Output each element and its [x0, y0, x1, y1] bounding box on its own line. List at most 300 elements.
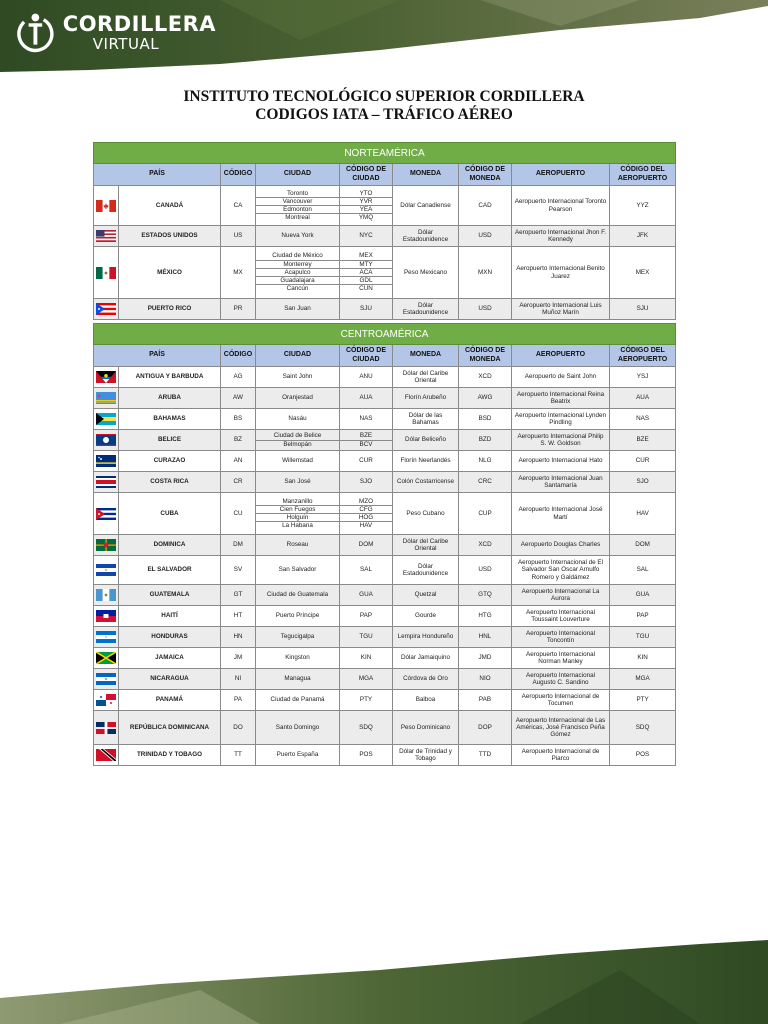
city-cell: [256, 690, 340, 711]
city-name: La Habana: [282, 522, 313, 530]
column-header-codigo-ciudad: CÓDIGO DE CIUDAD: [340, 345, 393, 367]
airport-name: Aeropuerto Internacional de Las Américas, José Francisco Peña Gómez: [512, 711, 610, 745]
city-code: YEA: [340, 206, 392, 214]
currency-code: CRC: [459, 472, 512, 493]
currency-code: JMD: [459, 648, 512, 669]
cordillera-logo-icon: [16, 11, 55, 55]
currency-name: Dólar del Caribe Oriental: [393, 535, 459, 556]
city-code-cell: [340, 745, 393, 766]
airport-code: MGA: [610, 669, 676, 690]
table-row: [94, 451, 676, 472]
city-code: BZE: [340, 432, 392, 440]
city-code: ANU: [359, 373, 373, 381]
currency-name: Florín Arubeño: [393, 388, 459, 409]
city-code-cell: [340, 648, 393, 669]
currency-code: NLG: [459, 451, 512, 472]
city-code: HOG: [340, 514, 392, 522]
city-code: PAP: [359, 612, 373, 620]
country-code: HT: [221, 606, 256, 627]
flag-canada-icon: [96, 200, 116, 212]
country-name: ANTIGUA Y BARBUDA: [119, 367, 221, 388]
city-code-cell: [340, 430, 393, 451]
city-name: Manzanillo: [256, 498, 339, 506]
city-cell: [256, 186, 340, 226]
currency-name: Lempira Hondureño: [393, 627, 459, 648]
currency-code: PAB: [459, 690, 512, 711]
country-name: BELICE: [119, 430, 221, 451]
flag-cell: [94, 585, 119, 606]
flag-curacao-icon: [96, 455, 116, 467]
currency-name: Dólar Estadounidence: [393, 299, 459, 320]
currency-name: Peso Cubano: [393, 493, 459, 535]
airport-code: SJU: [610, 299, 676, 320]
country-name: ESTADOS UNIDOS: [119, 226, 221, 247]
currency-name: Dólar Beliceño: [393, 430, 459, 451]
column-header-ciudad: CIUDAD: [256, 345, 340, 367]
region-header: CENTROAMÉRICA: [94, 324, 676, 345]
country-name: MÉXICO: [119, 247, 221, 299]
city-name: Oranjestad: [282, 394, 313, 402]
airport-name: Aeropuerto Internacional de Piarco: [512, 745, 610, 766]
airport-name: Aeropuerto Internacional Juan Santamaría: [512, 472, 610, 493]
currency-name: Dólar del Caribe Oriental: [393, 367, 459, 388]
column-header-codigo-moneda: CÓDIGO DE MONEDA: [459, 164, 512, 186]
city-name: Ciudad de Guatemala: [266, 591, 329, 599]
city-name: Vancouver: [256, 198, 339, 206]
city-code-cell: [340, 299, 393, 320]
country-code: JM: [221, 648, 256, 669]
currency-code: TTD: [459, 745, 512, 766]
city-name: San José: [284, 478, 311, 486]
currency-name: Dólar Jamaiquino: [393, 648, 459, 669]
city-code: DOM: [358, 541, 374, 549]
city-code: KIN: [360, 654, 372, 662]
city-code: SAL: [360, 566, 372, 574]
brand-name: CORDILLERA: [62, 12, 216, 36]
currency-code: DOP: [459, 711, 512, 745]
table-row: [94, 367, 676, 388]
country-code: PR: [221, 299, 256, 320]
footer-background: [0, 940, 768, 1024]
city-code: CUN: [359, 285, 373, 293]
airport-code: JFK: [610, 226, 676, 247]
city-cell: [256, 388, 340, 409]
airport-name: Aeropuerto Internacional Augusto C. Sandino: [512, 669, 610, 690]
airport-name: Aeropuerto de Saint John: [512, 367, 610, 388]
currency-code: USD: [459, 226, 512, 247]
flag-bahamas-icon: [96, 413, 116, 425]
country-name: CURAZAO: [119, 451, 221, 472]
column-header-codigo: CÓDIGO: [221, 164, 256, 186]
flag-cell: [94, 690, 119, 711]
city-name: Acapulco: [256, 269, 339, 277]
flag-dominican-republic-icon: [96, 722, 116, 734]
city-name: Tegucigalpa: [280, 633, 315, 641]
country-name: CUBA: [119, 493, 221, 535]
country-code: CA: [221, 186, 256, 226]
column-header-pais: PAÍS: [94, 345, 221, 367]
flag-cell: [94, 226, 119, 247]
flag-cell: [94, 493, 119, 535]
flag-el-salvador-icon: [96, 564, 116, 576]
city-name: Holguín: [256, 514, 339, 522]
city-code: NYC: [359, 232, 373, 240]
flag-antigua-icon: [96, 371, 116, 383]
city-code-cell: [340, 472, 393, 493]
airport-name: Aeropuerto Douglas Charles: [512, 535, 610, 556]
country-code: BZ: [221, 430, 256, 451]
table-row: [94, 472, 676, 493]
flag-trinidad-tobago-icon: [96, 749, 116, 761]
city-code: YVR: [340, 198, 392, 206]
city-cell: [256, 606, 340, 627]
city-cell: [256, 745, 340, 766]
country-code: NI: [221, 669, 256, 690]
flag-cell: [94, 299, 119, 320]
city-code: GDL: [340, 277, 392, 285]
country-name: DOMINICA: [119, 535, 221, 556]
flag-jamaica-icon: [96, 652, 116, 664]
table-row: [94, 556, 676, 585]
flag-cell: [94, 451, 119, 472]
flag-cell: [94, 648, 119, 669]
airport-name: Aeropuerto Internacional de Tocumen: [512, 690, 610, 711]
airport-name: Aeropuerto Internacional Toncontín: [512, 627, 610, 648]
table-row: [94, 409, 676, 430]
column-header-aeropuerto: AEROPUERTO: [512, 345, 610, 367]
flag-cell: [94, 669, 119, 690]
norteamerica-table: [93, 142, 676, 320]
table-row: [94, 648, 676, 669]
city-name: Santo Domingo: [275, 723, 320, 731]
table-row: [94, 606, 676, 627]
city-name: Nueva York: [281, 232, 314, 240]
city-code: PTY: [359, 696, 373, 704]
currency-name: Balboa: [393, 690, 459, 711]
column-header-codigo-aeropuerto: CÓDIGO DEL AEROPUERTO: [610, 345, 676, 367]
city-code-cell: [340, 367, 393, 388]
city-code-cell: [340, 451, 393, 472]
city-code: SJU: [360, 305, 372, 313]
city-cell: [256, 493, 340, 535]
country-name: PUERTO RICO: [119, 299, 221, 320]
city-cell: [256, 409, 340, 430]
table-row: [94, 430, 676, 451]
city-name: Kingston: [285, 654, 310, 662]
country-code: TT: [221, 745, 256, 766]
city-cell: [256, 627, 340, 648]
flag-cell: [94, 430, 119, 451]
city-cell: [256, 430, 340, 451]
country-code: HN: [221, 627, 256, 648]
country-code: AN: [221, 451, 256, 472]
airport-name: Aeropuerto Internacional Toussaint Louverture: [512, 606, 610, 627]
city-cell: [256, 472, 340, 493]
city-code: AUA: [359, 394, 373, 402]
flag-usa-icon: [96, 230, 116, 242]
currency-code: USD: [459, 299, 512, 320]
country-name: REPÚBLICA DOMINICANA: [119, 711, 221, 745]
flag-cell: [94, 711, 119, 745]
airport-name: Aeropuerto Internacional Philip S. W. Goldson: [512, 430, 610, 451]
country-code: US: [221, 226, 256, 247]
city-code-cell: [340, 409, 393, 430]
currency-name: Peso Dominicano: [393, 711, 459, 745]
region-header: NORTEAMÉRICA: [94, 143, 676, 164]
currency-code: AWG: [459, 388, 512, 409]
city-code-cell: [340, 711, 393, 745]
city-name: Puerto Príncipe: [275, 612, 320, 620]
city-code: YMQ: [358, 214, 374, 222]
city-code: TGU: [359, 633, 373, 641]
country-code: CU: [221, 493, 256, 535]
currency-name: Dólar de las Bahamas: [393, 409, 459, 430]
airport-code: DOM: [610, 535, 676, 556]
flag-cuba-icon: [96, 508, 116, 520]
city-name: Edmonton: [256, 206, 339, 214]
flag-cell: [94, 367, 119, 388]
city-cell: [256, 247, 340, 299]
flag-cell: [94, 556, 119, 585]
city-name: Ciudad de Belice: [256, 432, 339, 440]
airport-name: Aeropuerto Internacional Toronto Pearson: [512, 186, 610, 226]
city-name: Cien Fuegos: [256, 506, 339, 514]
country-name: EL SALVADOR: [119, 556, 221, 585]
country-name: GUATEMALA: [119, 585, 221, 606]
country-name: CANADÁ: [119, 186, 221, 226]
city-cell: [256, 451, 340, 472]
country-code: DM: [221, 535, 256, 556]
currency-name: Gourde: [393, 606, 459, 627]
city-code: CUR: [359, 457, 373, 465]
currency-code: MXN: [459, 247, 512, 299]
flag-cell: [94, 388, 119, 409]
city-code-cell: [340, 669, 393, 690]
city-name: Roseau: [286, 541, 309, 549]
currency-name: Quetzal: [393, 585, 459, 606]
currency-name: Dólar Estadounidence: [393, 226, 459, 247]
airport-name: Aeropuerto Internacional Norman Manley: [512, 648, 610, 669]
country-name: COSTA RICA: [119, 472, 221, 493]
city-cell: [256, 711, 340, 745]
airport-code: TGU: [610, 627, 676, 648]
currency-name: Peso Mexicano: [393, 247, 459, 299]
city-cell: [256, 556, 340, 585]
country-name: TRINIDAD Y TOBAGO: [119, 745, 221, 766]
city-name: Cancún: [286, 285, 309, 293]
city-name: Montreal: [285, 214, 310, 222]
flag-costa-rica-icon: [96, 476, 116, 488]
brand-logo: [16, 8, 216, 58]
airport-name: Aeropuerto Internacional Benito Juarez: [512, 247, 610, 299]
country-code: SV: [221, 556, 256, 585]
country-name: PANAMÁ: [119, 690, 221, 711]
city-code: SDQ: [359, 723, 373, 731]
country-code: BS: [221, 409, 256, 430]
city-name: Ciudad de Panamá: [270, 696, 325, 704]
document-title: INSTITUTO TECNOLÓGICO SUPERIOR CORDILLERA: [183, 88, 585, 105]
city-name: San Juan: [284, 305, 311, 313]
city-cell: [256, 299, 340, 320]
flag-cell: [94, 472, 119, 493]
currency-code: BZD: [459, 430, 512, 451]
city-code-cell: [340, 606, 393, 627]
flag-aruba-icon: [96, 392, 116, 404]
country-name: ARUBA: [119, 388, 221, 409]
city-name: Willemstad: [282, 457, 313, 465]
city-name: Monterrey: [256, 261, 339, 269]
city-cell: [256, 669, 340, 690]
airport-name: Aeropuerto Internacional Jhon F. Kennedy: [512, 226, 610, 247]
currency-name: Colón Costarricense: [393, 472, 459, 493]
airport-code: PTY: [610, 690, 676, 711]
airport-name: Aeropuerto Internacional Lynden Pindling: [512, 409, 610, 430]
country-code: GT: [221, 585, 256, 606]
city-name: Ciudad de México: [256, 252, 339, 260]
city-code: MEX: [340, 252, 392, 260]
airport-code: AUA: [610, 388, 676, 409]
city-code-cell: [340, 186, 393, 226]
column-header-ciudad: CIUDAD: [256, 164, 340, 186]
city-cell: [256, 648, 340, 669]
country-name: BAHAMAS: [119, 409, 221, 430]
table-row: [94, 226, 676, 247]
flag-honduras-icon: [96, 631, 116, 643]
city-code-cell: [340, 627, 393, 648]
column-header-moneda: MONEDA: [393, 164, 459, 186]
table-row: [94, 745, 676, 766]
city-name: Puerto España: [276, 751, 319, 759]
city-code-cell: [340, 535, 393, 556]
city-code-cell: [340, 493, 393, 535]
table-row: [94, 535, 676, 556]
table-row: [94, 585, 676, 606]
city-name: Managua: [284, 675, 311, 683]
flag-belize-icon: [96, 434, 116, 446]
airport-code: GUA: [610, 585, 676, 606]
city-name: Guadalajara: [256, 277, 339, 285]
city-code: MGA: [358, 675, 374, 683]
airport-name: Aeropuerto Internacional José Martí: [512, 493, 610, 535]
currency-name: Córdova de Oro: [393, 669, 459, 690]
flag-mexico-icon: [96, 267, 116, 279]
column-header-codigo: CÓDIGO: [221, 345, 256, 367]
airport-name: Aeropuerto Internacional La Aurora: [512, 585, 610, 606]
city-code: ACA: [340, 269, 392, 277]
airport-code: MEX: [610, 247, 676, 299]
currency-code: CUP: [459, 493, 512, 535]
airport-code: HAV: [610, 493, 676, 535]
currency-code: XCD: [459, 367, 512, 388]
country-code: PA: [221, 690, 256, 711]
flag-cell: [94, 186, 119, 226]
city-name: Toronto: [256, 190, 339, 198]
airport-code: YSJ: [610, 367, 676, 388]
table-row: [94, 627, 676, 648]
airport-code: BZE: [610, 430, 676, 451]
city-code: YTO: [340, 190, 392, 198]
city-code-cell: [340, 226, 393, 247]
table-row: [94, 493, 676, 535]
city-code: POS: [359, 751, 373, 759]
city-code: MZO: [340, 498, 392, 506]
airport-code: CUR: [610, 451, 676, 472]
country-code: MX: [221, 247, 256, 299]
table-row: [94, 669, 676, 690]
country-code: AW: [221, 388, 256, 409]
airport-name: Aeropuerto Internacional Hato: [512, 451, 610, 472]
currency-code: HNL: [459, 627, 512, 648]
airport-code: PAP: [610, 606, 676, 627]
flag-dominica-icon: [96, 539, 116, 551]
city-code: CFG: [340, 506, 392, 514]
city-code-cell: [340, 690, 393, 711]
flag-guatemala-icon: [96, 589, 116, 601]
flag-nicaragua-icon: [96, 673, 116, 685]
city-name: San Salvador: [278, 566, 317, 574]
country-name: NICARAGUA: [119, 669, 221, 690]
city-code-cell: [340, 388, 393, 409]
currency-code: NIO: [459, 669, 512, 690]
table-row: [94, 186, 676, 226]
column-header-codigo-aeropuerto: CÓDIGO DEL AEROPUERTO: [610, 164, 676, 186]
flag-haiti-icon: [96, 610, 116, 622]
airport-name: Aeropuerto Internacional de El Salvador San Oscar Arnulfo Romero y Galdámez: [512, 556, 610, 585]
table-row: [94, 711, 676, 745]
city-cell: [256, 367, 340, 388]
airport-name: Aeropuerto Internacional Reina Beatrix: [512, 388, 610, 409]
column-header-moneda: MONEDA: [393, 345, 459, 367]
flag-cell: [94, 409, 119, 430]
currency-code: GTQ: [459, 585, 512, 606]
brand-subname: VIRTUAL: [92, 35, 160, 53]
table-row: [94, 690, 676, 711]
flag-puerto-rico-icon: [96, 303, 116, 315]
currency-name: Dólar de Trinidad y Tobago: [393, 745, 459, 766]
centroamerica-table: [93, 323, 676, 766]
currency-code: CAD: [459, 186, 512, 226]
airport-code: SDQ: [610, 711, 676, 745]
country-code: DO: [221, 711, 256, 745]
currency-code: BSD: [459, 409, 512, 430]
city-code-cell: [340, 556, 393, 585]
column-header-aeropuerto: AEROPUERTO: [512, 164, 610, 186]
airport-code: SJO: [610, 472, 676, 493]
city-name: Belmopán: [283, 440, 312, 448]
document-subtitle: CODIGOS IATA – TRÁFICO AÉREO: [255, 106, 513, 123]
country-name: JAMAICA: [119, 648, 221, 669]
table-row: [94, 247, 676, 299]
city-cell: [256, 226, 340, 247]
column-header-codigo-ciudad: CÓDIGO DE CIUDAD: [340, 164, 393, 186]
currency-code: USD: [459, 556, 512, 585]
city-code: NAS: [359, 415, 373, 423]
flag-panama-icon: [96, 694, 116, 706]
currency-name: Dólar Estadounidence: [393, 556, 459, 585]
city-name: Saint John: [282, 373, 313, 381]
city-code-cell: [340, 585, 393, 606]
flag-cell: [94, 627, 119, 648]
country-name: HONDURAS: [119, 627, 221, 648]
airport-code: POS: [610, 745, 676, 766]
country-code: AG: [221, 367, 256, 388]
city-code: HAV: [359, 522, 373, 530]
city-code: MTY: [340, 261, 392, 269]
airport-code: KIN: [610, 648, 676, 669]
column-header-pais: PAÍS: [94, 164, 221, 186]
city-code: SJO: [359, 478, 373, 486]
airport-code: NAS: [610, 409, 676, 430]
